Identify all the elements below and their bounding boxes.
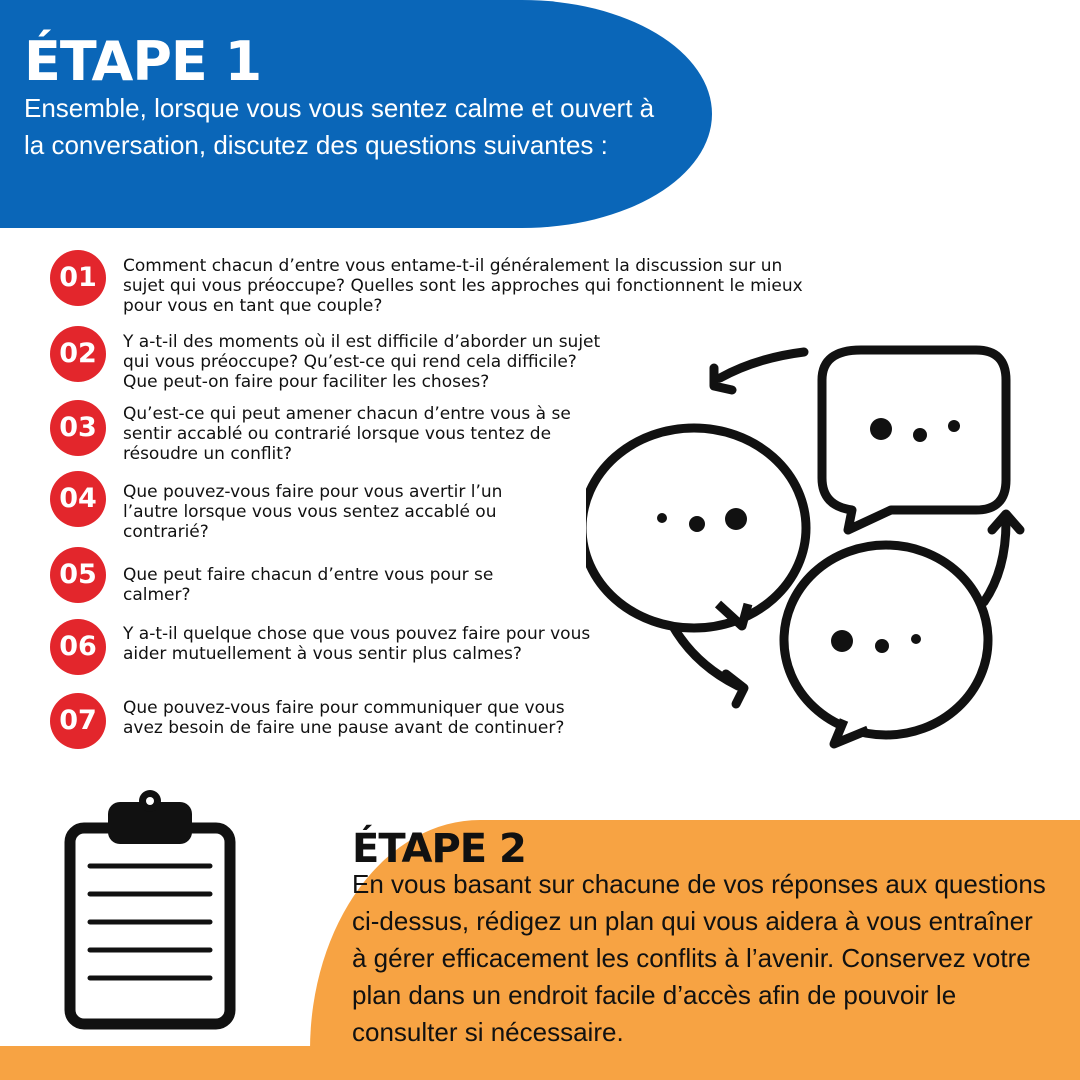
- question-text: Que peut faire chacun d’entre vous pour se calmer?: [123, 565, 494, 605]
- step1-text: Ensemble, lorsque vous vous sentez calme et ouvert à la conversation, discutez des questions suivantes :: [24, 93, 655, 160]
- question-text: Qu’est-ce qui peut amener chacun d’entre vous à se sentir accablé ou contrarié lorsque vous tentez de résoudre un conflit?: [123, 404, 571, 464]
- question-number-badge: 07: [50, 693, 106, 749]
- clipboard-icon: [60, 790, 240, 1030]
- question-number-badge: 05: [50, 547, 106, 603]
- question-text: Y a-t-il quelque chose que vous pouvez faire pour vous aider mutuellement à vous sentir plus calmes?: [123, 624, 591, 664]
- speech-bubbles-cycle-icon: [586, 340, 1026, 760]
- question-text: Comment chacun d’entre vous entame-t-il généralement la discussion sur un sujet qui vous préoccupe? Quelles sont les approches qui fonctionnent le mieux pour vous en tant que couple?: [123, 256, 803, 316]
- question-number-badge: 04: [50, 471, 106, 527]
- question-text: Que pouvez-vous faire pour communiquer que vous avez besoin de faire une pause avant de continuer?: [123, 698, 565, 738]
- question-number-badge: 03: [50, 400, 106, 456]
- step2-text: En vous basant sur chacune de vos réponses aux questions ci-dessus, rédigez un plan qui vous aidera à vous entraîner à gérer efficacement les conflits à l’avenir. Conservez votre plan dans un endroit facile d’accès afin de pouvoir le consulter si nécessaire.: [352, 869, 1046, 1047]
- question-number-badge: 06: [50, 619, 106, 675]
- question-text: Y a-t-il des moments où il est difficile d’aborder un sujet qui vous préoccupe? Qu’est-ce qui rend cela difficile? Que peut-on faire pour faciliter les choses?: [123, 332, 601, 392]
- question-text: Que pouvez-vous faire pour vous avertir l’un l’autre lorsque vous vous sentez accablé ou contrarié?: [123, 482, 503, 542]
- question-number-badge: 01: [50, 250, 106, 306]
- step1-title: ÉTAPE 1: [24, 30, 262, 93]
- step2-title: ÉTAPE 2: [352, 826, 526, 872]
- question-number-badge: 02: [50, 326, 106, 382]
